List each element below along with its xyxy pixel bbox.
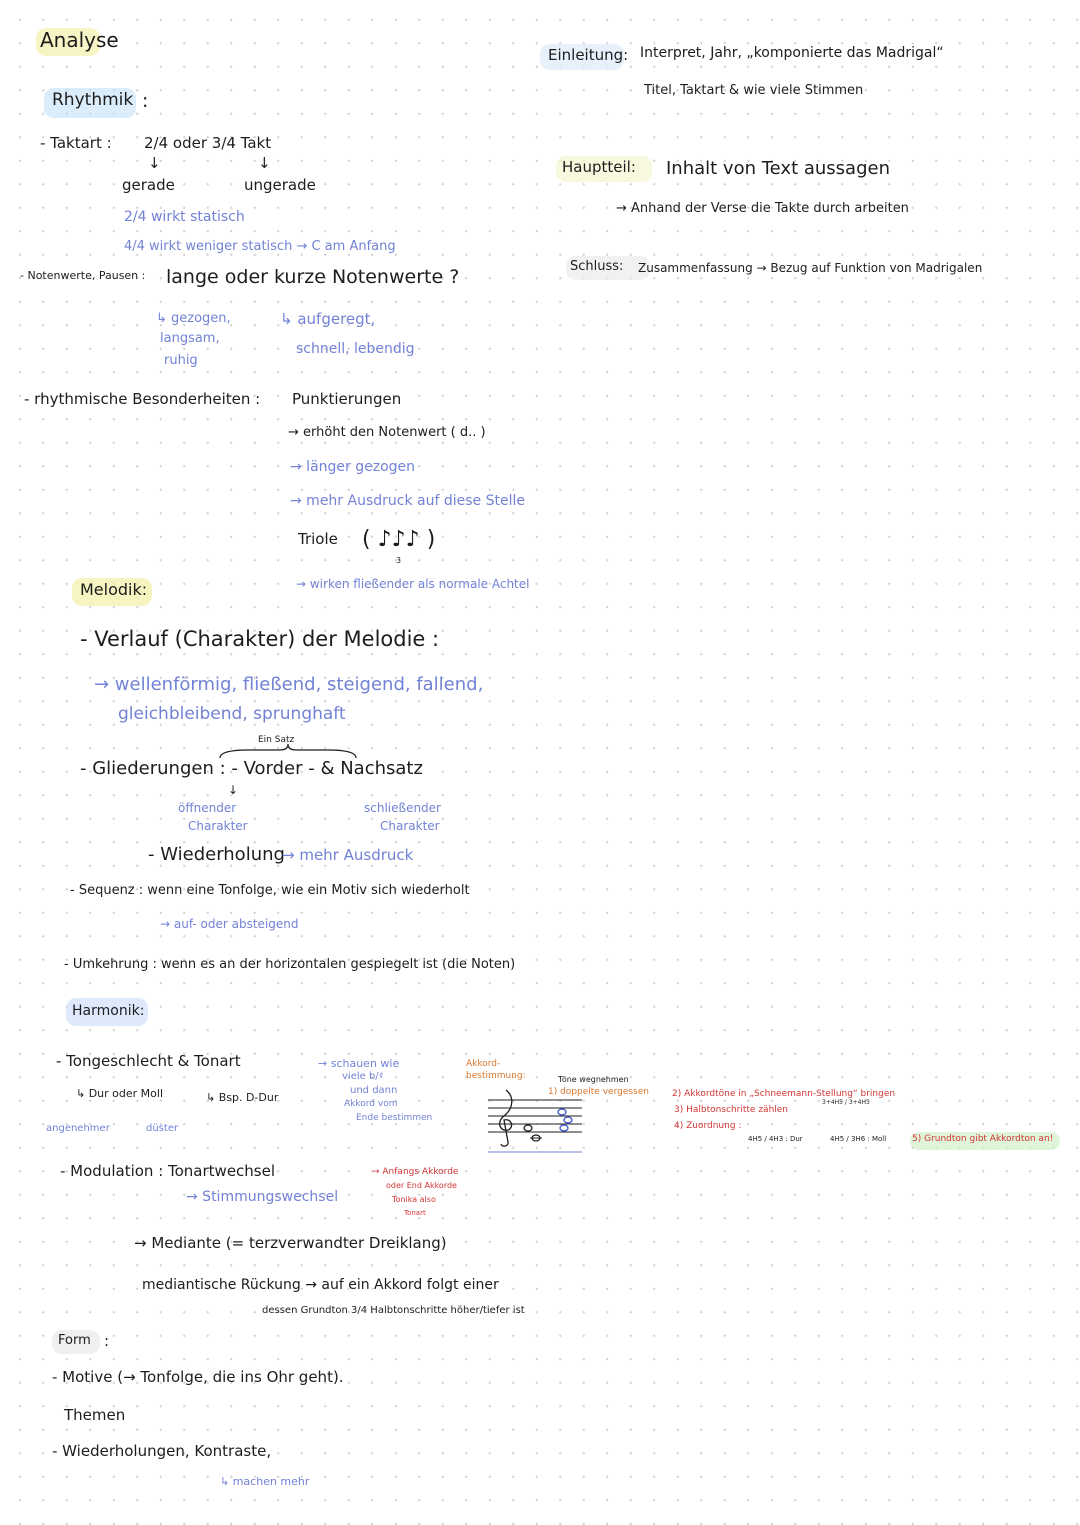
dur-moll: ↳ Dur oder Moll bbox=[76, 1087, 164, 1100]
nach-note-1: schließender bbox=[364, 801, 441, 815]
taktart-value: 2/4 oder 3/4 Takt bbox=[144, 134, 272, 152]
vorder-note-2: Charakter bbox=[188, 819, 248, 833]
punktierungen: Punktierungen bbox=[292, 390, 402, 408]
melodik-heading: Melodik: bbox=[80, 580, 148, 599]
duester: düster bbox=[146, 1123, 179, 1134]
wiederholungen: - Wiederholungen, Kontraste, bbox=[52, 1442, 272, 1460]
einleitung-line2: Titel, Taktart & wie viele Stimmen bbox=[644, 83, 864, 98]
mediant-b: dessen Grundton 3/4 Halbtonschritte höher/tiefer ist bbox=[262, 1305, 525, 1316]
umkehrung: - Umkehrung : wenn es an der horizontalen gespiegelt ist (die Noten) bbox=[64, 957, 516, 972]
triole-symbol: ( ♪♪♪ ) bbox=[362, 527, 436, 552]
wiederholungen-note: ↳ machen mehr bbox=[220, 1475, 310, 1488]
themen: Themen bbox=[64, 1406, 126, 1424]
harmonik-heading: Harmonik: bbox=[72, 1003, 145, 1019]
sequenz: - Sequenz : wenn eine Tonfolge, wie ein Motiv sich wiederholt bbox=[70, 883, 470, 898]
hauptteil-text: Inhalt von Text aussagen bbox=[666, 158, 890, 179]
kurze-note-2: schnell, lebendig bbox=[296, 341, 415, 357]
schluss-text: Zusammenfassung → Bezug auf Funktion von Madrigalen bbox=[638, 261, 983, 275]
anfang-2: oder End Akkorde bbox=[386, 1181, 457, 1190]
lange-note-3: ruhig bbox=[164, 353, 198, 368]
step-1: 1) doppelte vergessen bbox=[548, 1087, 649, 1097]
modulation-sub: → Stimmungswechsel bbox=[186, 1189, 339, 1205]
akkord-label-2: bestimmung: bbox=[466, 1071, 526, 1081]
motive: - Motive (→ Tonfolge, die ins Ohr geht). bbox=[52, 1368, 344, 1386]
form-heading: Form bbox=[58, 1333, 91, 1348]
sequenz-note: → auf- oder absteigend bbox=[160, 917, 299, 931]
kurze-note-1: ↳ aufgeregt, bbox=[280, 310, 376, 328]
vorder-note-1: öffnender bbox=[178, 801, 237, 815]
form-colon: : bbox=[104, 1332, 110, 1350]
punkt-item-2: → länger gezogen bbox=[290, 459, 416, 475]
modulation: - Modulation : Tonartwechsel bbox=[60, 1162, 276, 1180]
triole-note: → wirken fließender als normale Achtel bbox=[296, 577, 530, 591]
verlauf-b: gleichbleibend, sprunghaft bbox=[118, 704, 346, 724]
anfang-1: → Anfangs Akkorde bbox=[372, 1167, 459, 1177]
wiederholung-note: → mehr Ausdruck bbox=[282, 846, 414, 864]
anfang-3: Tonika also bbox=[392, 1195, 436, 1204]
hauptteil-sub: → Anhand der Verse die Takte durch arbeiten bbox=[616, 201, 909, 216]
gliederung: - Gliederungen : - Vorder - & Nachsatz bbox=[80, 758, 423, 779]
einleitung-label: Einleitung: bbox=[548, 46, 629, 64]
zuordnung-moll: 4H5 / 3H6 : Moll bbox=[830, 1135, 887, 1143]
schluss-label: Schluss: bbox=[570, 259, 624, 274]
bsp: ↳ Bsp. D-Dur bbox=[206, 1091, 279, 1104]
step-4: 4) Zuordnung : bbox=[674, 1121, 742, 1131]
notenwerte-label: - Notenwerte, Pausen : bbox=[20, 269, 146, 282]
besonderheiten-label: - rhythmische Besonderheiten : bbox=[24, 390, 261, 408]
step-2b: 3+4H5 / 3+4H3 bbox=[822, 1099, 870, 1106]
line-24: 2/4 wirkt statisch bbox=[124, 209, 245, 225]
line-44: 4/4 wirkt weniger statisch → C am Anfang bbox=[124, 239, 396, 254]
verlauf-a: → wellenförmig, fließend, steigend, fallend, bbox=[94, 674, 484, 695]
schauen-4: Akkord vom bbox=[344, 1099, 398, 1109]
arrow-down-small: ↓ bbox=[228, 783, 239, 797]
notenwerte-question: lange oder kurze Notenwerte ? bbox=[166, 266, 460, 288]
triole: Triole bbox=[298, 530, 338, 548]
arrow-down: ↓ bbox=[148, 154, 161, 172]
lange-note-2: langsam, bbox=[160, 331, 220, 346]
zuordnung-dur: 4H5 / 4H3 : Dur bbox=[748, 1135, 803, 1143]
akkord-label-1: Akkord- bbox=[466, 1059, 501, 1069]
chord-staff bbox=[488, 1086, 582, 1158]
arrow-down: ↓ bbox=[258, 154, 271, 172]
verlauf: - Verlauf (Charakter) der Melodie : bbox=[80, 627, 440, 651]
rhythmik-heading: Rhythmik bbox=[52, 90, 134, 110]
step-2: 2) Akkordtöne in „Schneemann-Stellung“ bringen bbox=[672, 1089, 896, 1099]
schauen-1: → schauen wie bbox=[318, 1057, 400, 1070]
ungerade: ungerade bbox=[244, 176, 316, 194]
gerade: gerade bbox=[122, 176, 175, 194]
hauptteil-label: Hauptteil: bbox=[562, 158, 636, 176]
punkt-item-1: → erhöht den Notenwert ( d.. ) bbox=[288, 425, 486, 440]
mediante: → Mediante (= terzverwandter Dreiklang) bbox=[134, 1234, 447, 1252]
lange-note-1: ↳ gezogen, bbox=[156, 311, 231, 326]
schauen-2: viele b/♯ bbox=[342, 1071, 384, 1082]
schauen-3: und dann bbox=[350, 1085, 398, 1096]
tongeschlecht: - Tongeschlecht & Tonart bbox=[56, 1052, 241, 1070]
nach-note-2: Charakter bbox=[380, 819, 440, 833]
toene-wegnehmen: Töne wegnehmen bbox=[558, 1075, 629, 1084]
schauen-5: Ende bestimmen bbox=[356, 1113, 433, 1123]
angenehm: angenehmer bbox=[46, 1123, 110, 1134]
punkt-item-3: → mehr Ausdruck auf diese Stelle bbox=[290, 493, 525, 509]
mediant-a: mediantische Rückung → auf ein Akkord folgt einer bbox=[142, 1277, 499, 1293]
step-3: 3) Halbtonschritte zählen bbox=[674, 1105, 789, 1115]
anfang-4: Tonart bbox=[404, 1209, 426, 1217]
triole-number: 3 bbox=[396, 556, 402, 565]
rhythmik-colon: : bbox=[142, 90, 149, 112]
wiederholung: - Wiederholung bbox=[148, 844, 285, 865]
ein-satz: Ein Satz bbox=[258, 735, 295, 745]
taktart-label: - Taktart : bbox=[40, 134, 112, 152]
page-title: Analyse bbox=[40, 28, 119, 52]
einleitung-line1: Interpret, Jahr, „komponierte das Madrigal“ bbox=[640, 45, 944, 61]
grundton: 5) Grundton gibt Akkordton an! bbox=[912, 1134, 1054, 1144]
